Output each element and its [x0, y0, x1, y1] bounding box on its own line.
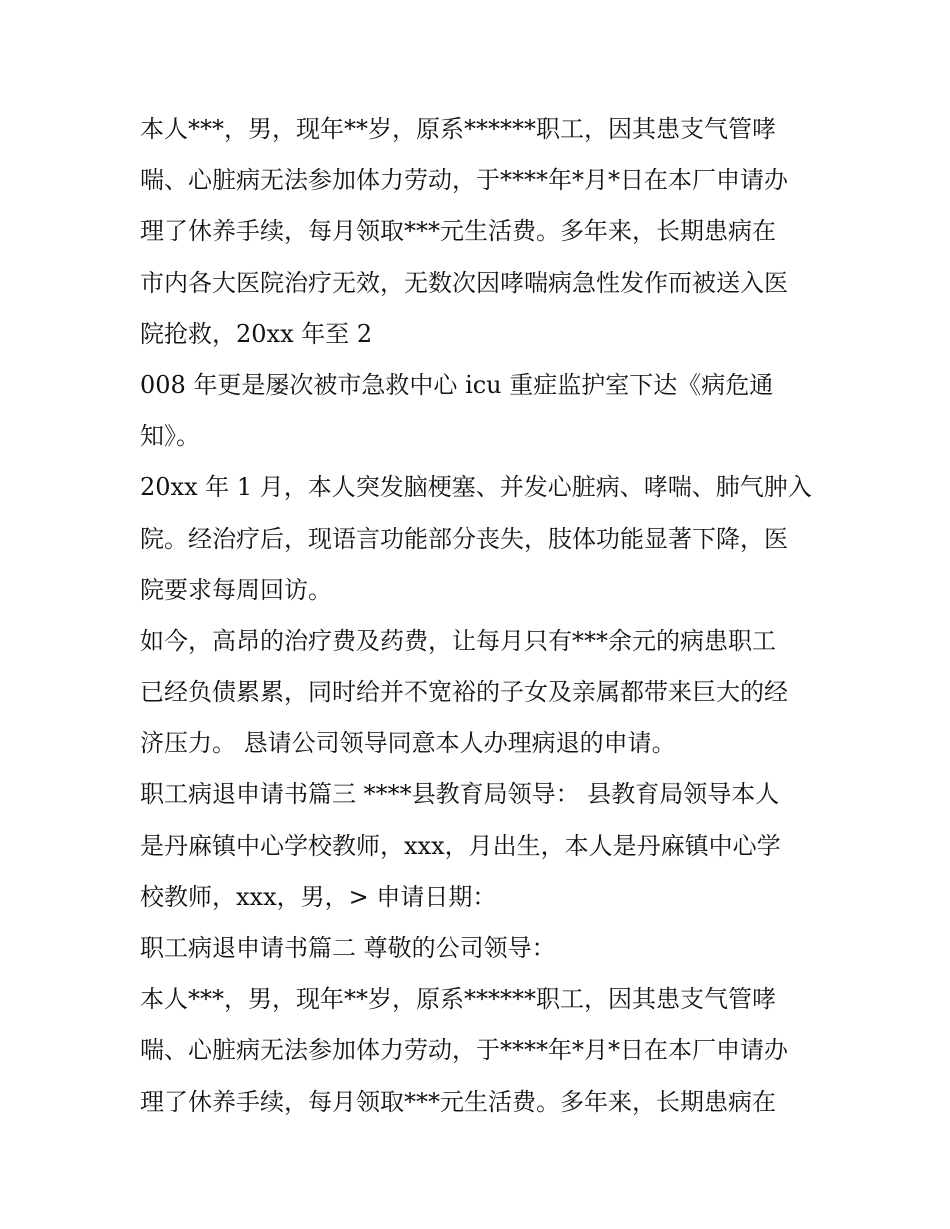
- text-line: 喘、心脏病无法参加体力劳动，于****年*月*日在本厂申请办: [140, 166, 788, 195]
- text-line: 理了休养手续，每月领取***元生活费。多年来，长期患病在: [140, 217, 776, 246]
- text-line: 职工病退申请书篇三 ****县教育局领导： 县教育局领导本人: [140, 780, 780, 809]
- text-line: 理了休养手续，每月领取***元生活费。多年来，长期患病在: [140, 1087, 776, 1116]
- text-line: 已经负债累累，同时给并不宽裕的子女及亲属都带来巨大的经: [140, 678, 788, 707]
- text-line: 校教师，xxx，男，> 申请日期：: [140, 882, 497, 911]
- text-line: 如今，高昂的治疗费及药费，让每月只有***余元的病患职工: [140, 626, 776, 655]
- text-line: 是丹麻镇中心学校教师，xxx，月出生，本人是丹麻镇中心学: [140, 831, 781, 860]
- text-line: 职工病退申请书篇二 尊敬的公司领导：: [140, 934, 556, 962]
- text-line: 本人***，男，现年**岁，原系******职工，因其患支气管哮: [140, 985, 776, 1014]
- text-line: 008 年更是屡次被市急救中心 icu 重症监护室下达《病危通: [140, 370, 774, 399]
- text-line: 济压力。 恳请公司领导同意本人办理病退的申请。: [140, 729, 676, 758]
- text-line: 市内各大医院治疗无效，无数次因哮喘病急性发作而被送入医: [140, 268, 788, 297]
- text-line: 本人***，男，现年**岁，原系******职工，因其患支气管哮: [140, 115, 776, 143]
- text-line: 院。经治疗后，现语言功能部分丧失，肢体功能显著下降，医: [140, 524, 788, 553]
- text-line: 20xx 年 1 月，本人突发脑梗塞、并发心脏病、哮喘、肺气肿入: [140, 473, 812, 502]
- text-line: 知》。: [140, 422, 200, 451]
- text-line: 院要求每周回访。: [140, 575, 332, 604]
- text-line: 喘、心脏病无法参加体力劳动，于****年*月*日在本厂申请办: [140, 1036, 788, 1065]
- text-line: 院抢救，20xx 年至 2: [140, 319, 373, 348]
- document-body: [140, 104, 840, 1128]
